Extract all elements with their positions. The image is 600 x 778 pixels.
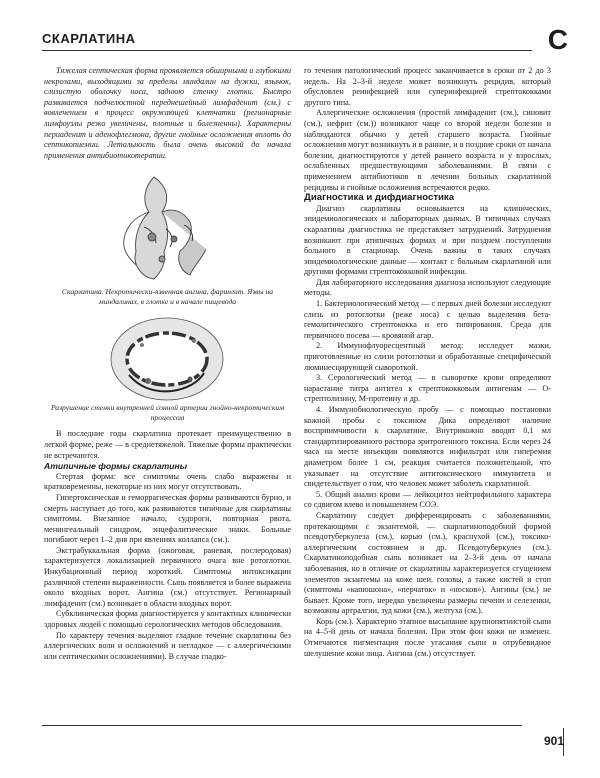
paragraph: го течения патологический процесс заканчивается в сроки от 2 до 3 недель. На 2–3-й неделе может возникнуть рецидив, который обусловлен реинфекцией или суперинфекцией стрептококками другого типа.	[304, 66, 551, 107]
paragraph: Экстрабуккальная форма (ожоговая, раневая, послеродовая) характеризуется локализацией первичного очага вне ротоглотки. Инкубационный период короткий. Симптомы интоксикации различной степени выраженности. Сыпь появляется и более выражена около входных ворот. Ангина (см.) отсутствует. Регионарный лимфаденит (см.) возникает в области входных ворот.	[44, 545, 291, 608]
throat-illustration	[44, 167, 291, 287]
paragraph: Корь (см.). Характерно этапное высыпание крупнопятнистой сыпи на 4–5-й день от начала болезни. При этом фон кожи не изменен. Отмечаются пигментация после угасания сыпи и отрубевидное шелушение кожи лица. Ангина (см.) отсутствует.	[304, 616, 551, 658]
subsection-title: Атипичные формы скарлатины	[44, 461, 188, 472]
section-title: Диагностика и дифдиагностика	[304, 192, 455, 204]
paragraph: 2. Иммунофлуоресцентный метод: исследует мазки, приготовленные из слизи ротоглотки и обработанные специфической люминесцирующей сывороткой.	[304, 341, 551, 372]
section-letter: С	[547, 24, 568, 55]
paragraph: Для лабораторного исследования диагноза используют следующие методы.	[304, 277, 551, 298]
page-number: 901	[543, 734, 564, 748]
paragraph: В последние годы скарлатина протекает преимущественно в легкой форме, реже — в среднетяжелой. Тяжелые формы практически не встречаются.	[44, 429, 291, 460]
paragraph: 4. Иммунобиологическую пробу — с помощью постановки кожной пробы с токсином Дика определяют наличие восприимчивости к скарлатине. Внутрикожно вводят 0,1 мл стандартизированного раствора эритрогенного токсина. Если через 24 часа на месте инъекции появляются инфильтрат или гиперемия диаметром более 1 см, реакция считается положительной, что указывает на отсутствие антитоксического иммунитета и свидетельствует о том, что человек может заболеть скарлатиной.	[304, 405, 551, 489]
footer-rule	[42, 725, 522, 726]
paragraph: Гипертоксическая и геморрагическая формы развиваются бурно, и смерть наступает до того, как развиваются типичные для скарлатины симптомы. Внезапное начало, судороги, повторная рвота, менингеальный синдром, энцефалитические знаки. Больные погибают через 1–2 дня при явлениях коллапса (см.).	[44, 492, 291, 545]
paragraph: Субклиническая форма диагностируется у контактных клинически здоровых людей с помощью серологических методов обследования.	[44, 609, 291, 630]
page-header	[42, 24, 568, 55]
figure-2	[44, 315, 291, 403]
figure-1	[44, 167, 291, 287]
paragraph: Аллергические осложнения (простой лимфаденит (см.), синовит (см.), нефрит (см.)) возникают чаще со второй недели болезни и наблюдаются обычно у детей старшего возраста. Гнойные осложнения могут возникнуть и в ранние, и в поздние сроки от начала болезни, диагностируются у детей раннего возраста и у взрослых, ослабленных предшествующими заболеваниями. В связи с применением антибиотиков в лечении больных скарлатиной рецидивы и гнойные осложнения встречаются редко.	[304, 108, 551, 192]
figure-2-caption: Разрушение стенки внутренней сонной артерии гнойно-некротическим процессом	[50, 403, 285, 423]
right-column	[304, 66, 551, 659]
artery-illustration	[44, 315, 291, 403]
figure-1-caption: Скарлатина. Некротически-язвенная ангина, фарингит. Язвы на миндалинах, в глотке и в начале пищевода	[61, 287, 274, 307]
left-column	[44, 66, 291, 662]
paragraph: Стертая форма: все симптомы очень слабо выражены и кратковременны, некоторые из них могут отсутствовать.	[44, 471, 291, 492]
paragraph: 5. Общий анализ крови — лейкоцитоз нейтрофильного характера со сдвигом влево и повышением СОЭ.	[304, 489, 551, 510]
paragraph: Скарлатину следует дифференцировать с заболеваниями, протекающими с экзантемой, — скарлатиноподобной формой псевдотуберкулеза (см.), корью (см.), краснухой (см.), токсико-аллергическим состоянием и др. Псевдотуберкулез (см.). Скарлатиноподобная сыпь возникает на 2–3-й день от начала заболевания, но в отличие от скарлатины характеризуется сгущением элементов экзантемы на коже шеи, головы, а также кистей и стоп (симптомы «капюшона», «перчаток» и «носков»). Ангины (см.) не бывает. Кроме того, нередко увеличены размеры печени и селезенки, возможны артралгии, зуд кожи (см.), желтуха (см.).	[304, 510, 551, 616]
paragraph: 3. Серологический метод — в сыворотке крови определяют нарастание титра антител к стрептококковым антигенам — О-стрептолизину, М-протеину и др.	[304, 373, 551, 404]
paragraph: Диагноз скарлатины основывается на клинических, эпидемиологических и лабораторных данных. В типичных случаях скарлатины диагностика не представляет затруднений. Затруднения возникают при атипичных формах и при позднем поступлении больного в стационар. Очень важны в таких случаях эпидемиологические данные — контакт с больным скарлатиной или другими формами стрептококковой инфекции.	[304, 203, 551, 277]
running-title: СКАРЛАТИНА	[42, 31, 136, 46]
paragraph: 1. Бактериологический метод — с первых дней болезни исследуют слизь из ротоглотки (реже носа) с целью выделения бета-гемолитического стрептококка и его типирования. Среда для первичного посева — кровяной агар.	[304, 299, 551, 340]
paragraph: По характеру течения выделяют гладкое течение скарлатины без аллергических волн и осложнений и негладкое — с аллергическими или септическими осложнениями). В случае гладко-	[44, 630, 291, 661]
header-rule	[42, 50, 532, 51]
paragraph: Тяжелая септическая форма проявляется обширными и глубокими некрозами, выходящими за пределы миндалин на дужки, язычок, слизистую оболочку носа, заднюю стенку глотки. Быстро развивается подчелюстной переднешейный лимфаденит (см.) с вовлечением в процесс окружающей клетчатки (регионарные лимфоузлы резко увеличены, плотные и болезненны). Характерны периаденит и аденофлегмона, другие гнойные осложнения вплоть до септикопиемии. Летальность была очень высокой до начала применения антибиотикотерапии.	[44, 66, 291, 160]
